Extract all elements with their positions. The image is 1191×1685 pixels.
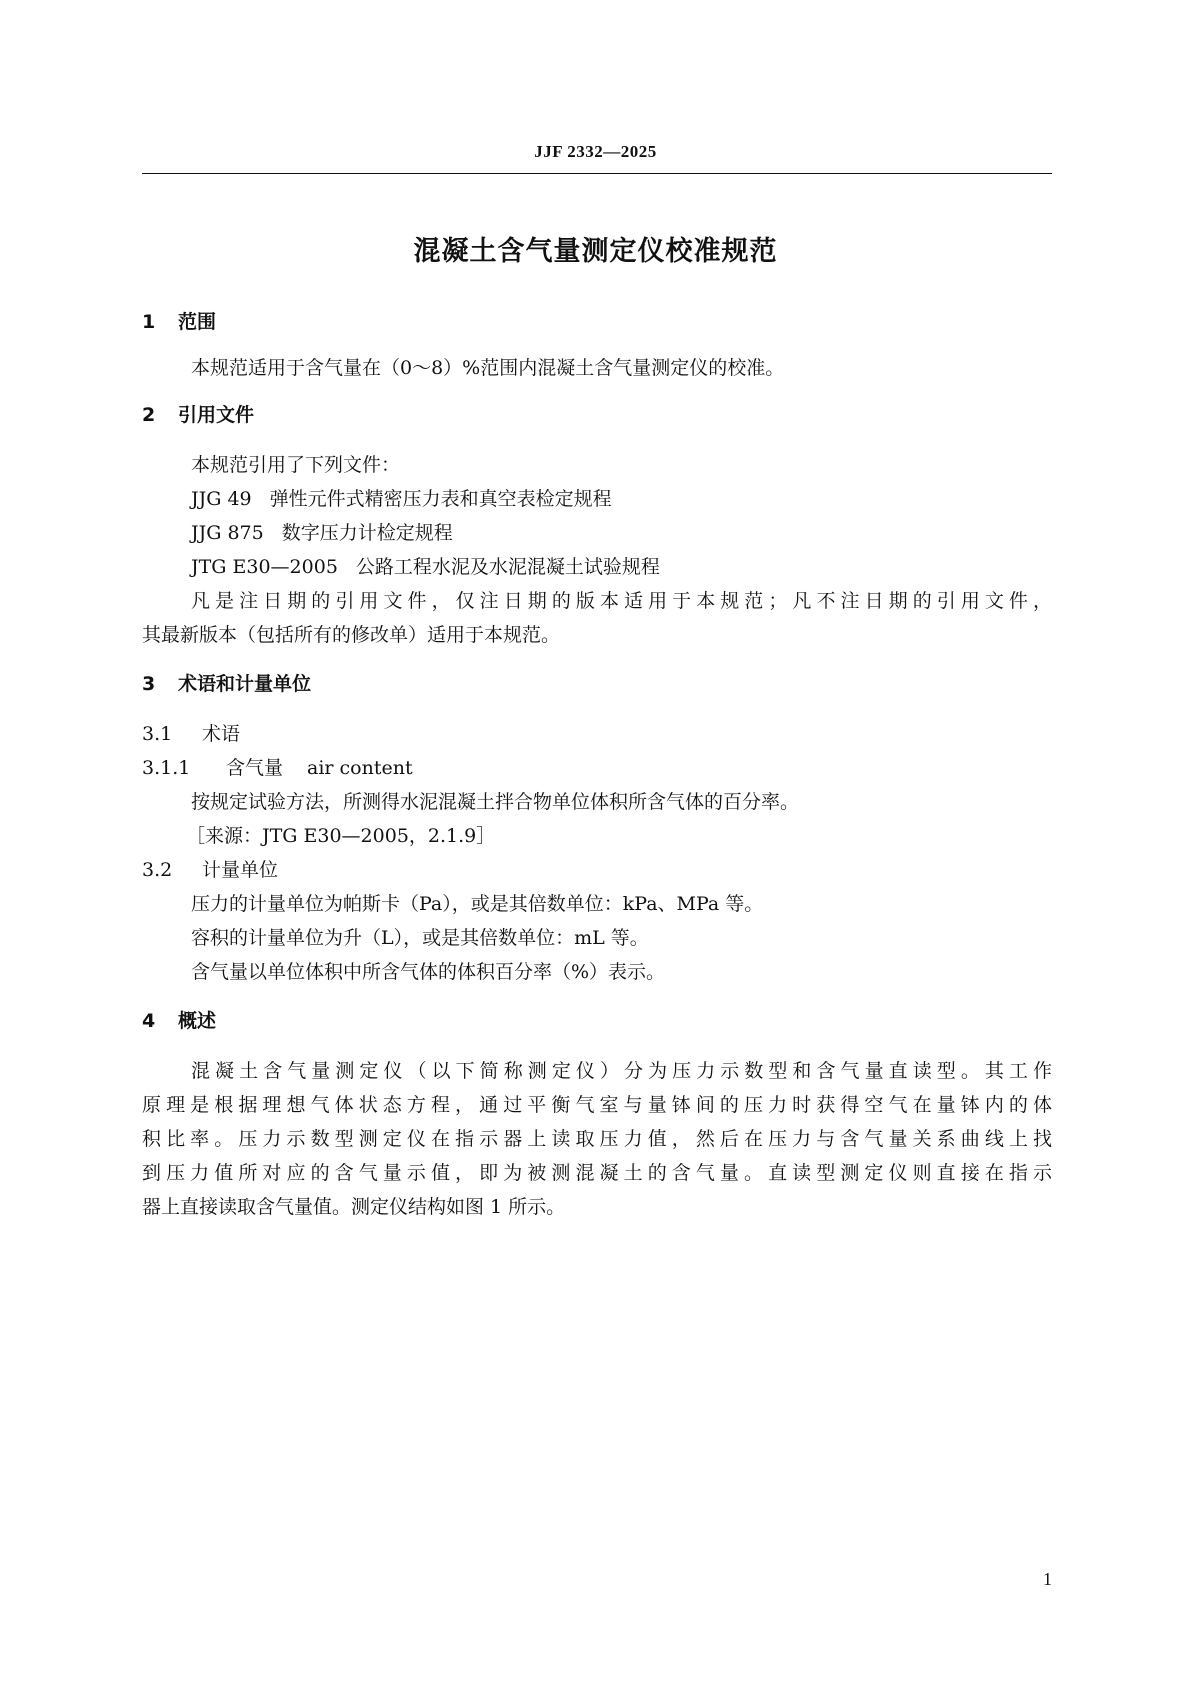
reference-title: 数字压力计检定规程 — [281, 522, 453, 544]
unit-line: 压力的计量单位为帕斯卡（Pa），或是其倍数单位：kPa、MPa 等。 — [191, 893, 764, 915]
section-1-title: 范围 — [178, 311, 217, 333]
document-title: 混凝土含气量测定仪校准规范 — [413, 236, 778, 267]
subsection-3-2-number: 3.2 — [142, 859, 173, 881]
subsection-3-2 — [142, 858, 278, 882]
section-4-heading — [142, 1009, 216, 1033]
section-2-title: 引用文件 — [178, 404, 255, 426]
page-header-code: JJF 2332—2025 — [534, 142, 657, 161]
section-2-heading — [142, 403, 254, 427]
term-source: ［来源：JTG E30—2005，2.1.9］ — [186, 825, 496, 847]
subsection-3-1-title: 术语 — [202, 723, 241, 745]
section-1-heading — [142, 310, 216, 334]
overview-line: 积比率。压力示数型测定仪在指示器上读取压力值，然后在压力与含气量关系曲线上找 — [142, 1128, 1052, 1150]
reference-code: JTG E30—2005 — [191, 556, 338, 578]
reference-item — [191, 555, 660, 579]
section-2-number: 2 — [142, 404, 156, 426]
section-3-number: 3 — [142, 673, 156, 695]
section-3-heading — [142, 672, 311, 696]
reference-code: JJG 49 — [191, 488, 252, 510]
subsection-3-1-number: 3.1 — [142, 723, 173, 745]
overview-line: 到压力值所对应的含气量示值，即为被测混凝土的含气量。直读型测定仪则直接在指示 — [142, 1162, 1052, 1184]
section-4-number: 4 — [142, 1010, 156, 1032]
overview-line: 原理是根据理想气体状态方程，通过平衡气室与量钵间的压力时获得空气在量钵内的体 — [142, 1094, 1052, 1116]
reference-title: 弹性元件式精密压力表和真空表检定规程 — [269, 488, 612, 510]
term-definition: 按规定试验方法，所测得水泥混凝土拌合物单位体积所含气体的百分率。 — [191, 791, 800, 813]
reference-title: 公路工程水泥及水泥混凝土试验规程 — [355, 556, 660, 578]
subsection-3-1-1 — [142, 756, 413, 780]
header-rule — [142, 173, 1052, 174]
term-english: air content — [307, 757, 413, 779]
page-number: 1 — [1043, 1569, 1052, 1589]
subsection-3-2-title: 计量单位 — [202, 859, 279, 881]
overview-line: 器上直接读取含气量值。测定仪结构如图 1 所示。 — [142, 1196, 566, 1218]
reference-note-line-1: 凡是注日期的引用文件，仅注日期的版本适用于本规范；凡不注日期的引用文件， — [191, 590, 1052, 612]
unit-line: 容积的计量单位为升（L），或是其倍数单位：mL 等。 — [191, 927, 649, 949]
section-1-number: 1 — [142, 311, 156, 333]
section-1-text: 本规范适用于含气量在（0～8）%范围内混凝土含气量测定仪的校准。 — [191, 357, 785, 379]
section-2-intro: 本规范引用了下列文件： — [191, 454, 401, 476]
reference-note-line-2: 其最新版本（包括所有的修改单）适用于本规范。 — [142, 624, 561, 646]
subsection-3-1 — [142, 722, 240, 746]
overview-line: 混凝土含气量测定仪（以下简称测定仪）分为压力示数型和含气量直读型。其工作 — [191, 1060, 1052, 1082]
subsection-3-1-1-number: 3.1.1 — [142, 757, 191, 779]
reference-item — [191, 487, 612, 511]
section-3-title: 术语和计量单位 — [178, 673, 312, 695]
reference-item — [191, 521, 453, 545]
section-4-title: 概述 — [178, 1010, 217, 1032]
unit-line: 含气量以单位体积中所含气体的体积百分率（%）表示。 — [191, 961, 666, 983]
reference-code: JJG 875 — [191, 522, 264, 544]
term-chinese: 含气量 — [226, 757, 284, 779]
